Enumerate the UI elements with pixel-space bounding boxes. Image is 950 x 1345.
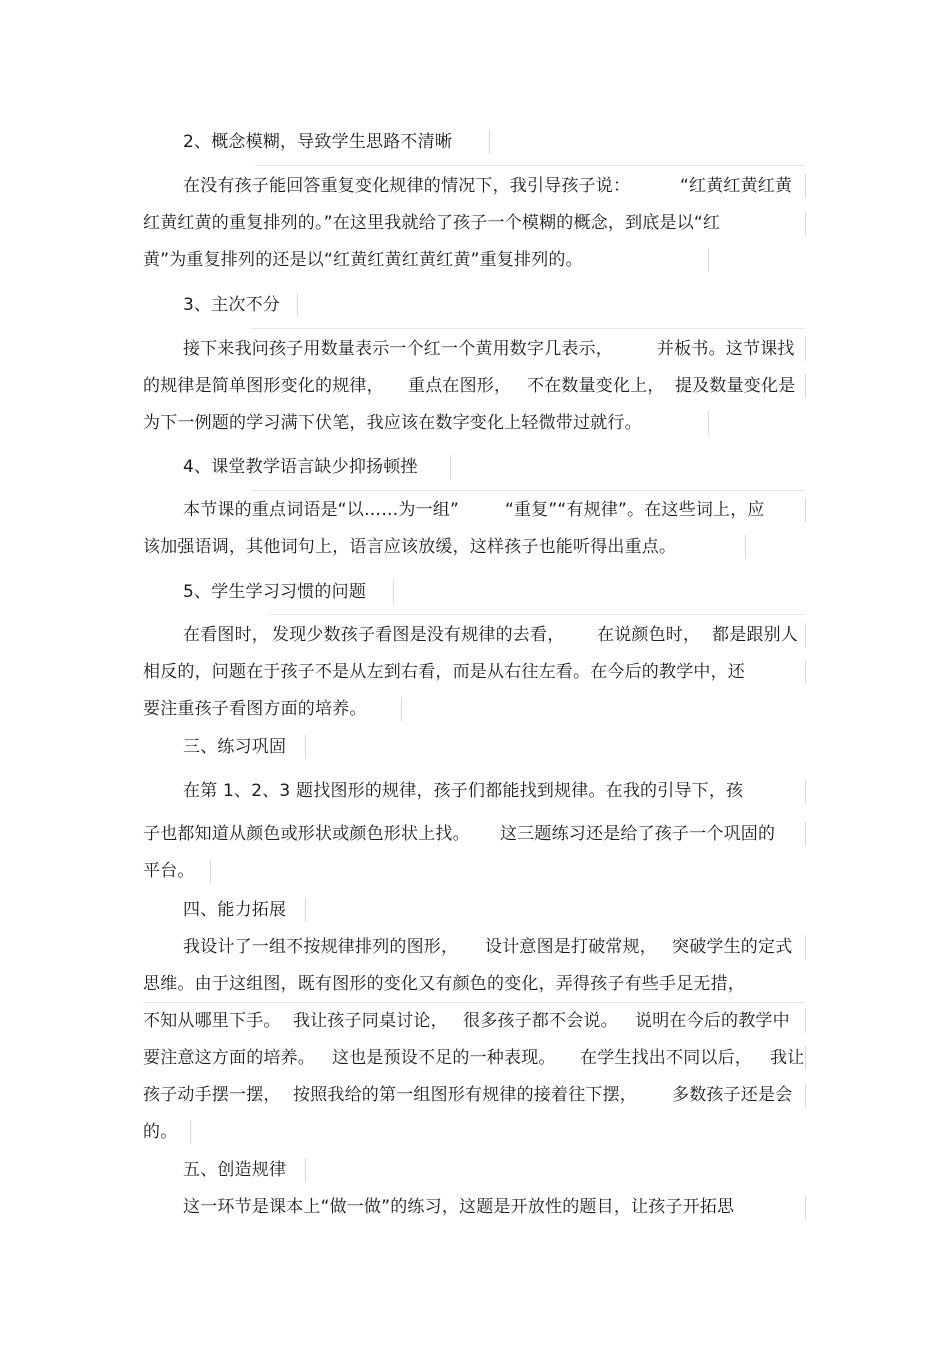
paragraph-line: 黄”为重复排列的还是以“红黄红黄红黄红黄”重复排列的。 — [143, 250, 583, 270]
paragraph-line: 按照我给的第一组图形有规律的接着往下摆， — [293, 1085, 637, 1105]
paragraph-line: 多数孩子还是会 — [672, 1085, 793, 1105]
paragraph-line: 平台。 — [143, 861, 195, 881]
separator — [745, 535, 746, 559]
paragraph-line: 孩子动手摆一摆， — [143, 1085, 281, 1105]
paragraph-line: 在没有孩子能回答重复变化规律的情况下，我引导孩子说： — [183, 176, 631, 196]
paragraph-line: 我让 — [770, 1048, 805, 1068]
separator — [450, 455, 451, 479]
separator — [401, 697, 402, 721]
separator — [250, 490, 805, 491]
paragraph-line: 在第 1、2、3 题找图形的规律，孩子们都能找到规律。在我的引导下，孩 — [183, 781, 744, 801]
paragraph-line: 红黄红黄的重复排列的。”在这里我就给了孩子一个模糊的概念，到底是以“红 — [143, 213, 721, 233]
separator — [190, 1120, 191, 1144]
separator — [805, 779, 806, 803]
paragraph-line: 该加强语调，其他词句上，语言应该放缓，这样孩子也能听得出重点。 — [143, 537, 677, 557]
separator — [805, 822, 806, 846]
paragraph-line: 要注意这方面的培养。 — [143, 1048, 315, 1068]
separator — [805, 1046, 806, 1070]
separator — [805, 1009, 806, 1033]
paragraph-line: 在说颜色时， — [597, 625, 701, 645]
heading-extension: 四、能力拓展 — [183, 900, 287, 920]
paragraph-line: 的规律是简单图形变化的规律， — [143, 376, 384, 396]
separator — [270, 614, 805, 615]
heading-2: 2、概念模糊，导致学生思路不清晰 — [183, 132, 453, 152]
paragraph-line: 很多孩子都不会说。 — [463, 1011, 618, 1031]
separator — [805, 211, 806, 235]
paragraph-line: “红黄红黄红黄 — [680, 176, 793, 196]
separator — [143, 1002, 805, 1003]
separator — [305, 1158, 306, 1182]
separator — [805, 337, 806, 361]
separator — [305, 735, 306, 759]
separator — [297, 293, 298, 317]
paragraph-line: 说明在今后的教学中 — [635, 1011, 790, 1031]
separator — [210, 859, 211, 883]
paragraph-line: 子也都知道从颜色或形状或颜色形状上找。 — [143, 824, 470, 844]
paragraph-line: 都是跟别人 — [712, 625, 798, 645]
separator — [708, 248, 709, 272]
heading-create: 五、创造规律 — [183, 1160, 287, 1180]
paragraph-line: “重复”“有规律”。在这些词上，应 — [505, 500, 765, 520]
paragraph-line: 并板书。这节课找 — [657, 339, 795, 359]
paragraph-line: 这一环节是课本上“做一做”的练习，这题是开放性的题目，让孩子开拓思 — [183, 1197, 735, 1217]
paragraph-line: 这三题练习还是给了孩子一个巩固的 — [500, 824, 776, 844]
separator — [805, 935, 806, 959]
separator — [805, 623, 806, 647]
separator — [255, 165, 805, 166]
paragraph-line: 为下一例题的学习满下伏笔，我应该在数字变化上轻微带过就行。 — [143, 413, 642, 433]
separator — [489, 130, 490, 154]
paragraph-line: 提及数量变化是 — [675, 376, 796, 396]
paragraph-line: 本节课的重点词语是“以……为一组” — [183, 500, 460, 520]
paragraph-line: 思维。由于这组图，既有图形的变化又有颜色的变化，弄得孩子有些手足无措， — [143, 974, 745, 994]
paragraph-line: 设计意图是打破常规， — [485, 937, 657, 957]
paragraph-line: 在学生找出不同以后， — [580, 1048, 752, 1068]
separator — [805, 174, 806, 198]
paragraph-line: 要注重孩子看图方面的培养。 — [143, 699, 367, 719]
heading-5: 5、学生学习习惯的问题 — [183, 582, 367, 602]
paragraph-line: 不在数量变化上， — [527, 376, 665, 396]
heading-practice: 三、练习巩固 — [183, 737, 287, 757]
paragraph-line: 接下来我问孩子用数量表示一个红一个黄用数字几表示， — [183, 339, 613, 359]
paragraph-line: 的。 — [143, 1122, 178, 1142]
paragraph-line: 这也是预设不足的一种表现。 — [332, 1048, 556, 1068]
separator — [805, 498, 806, 522]
paragraph-line: 我设计了一组不按规律排列的图形， — [183, 937, 459, 957]
separator — [805, 660, 806, 684]
separator — [305, 898, 306, 922]
paragraph-line: 发现少数孩子看图是没有规律的去看， — [272, 625, 565, 645]
paragraph-line: 我让孩子同桌讨论， — [293, 1011, 448, 1031]
paragraph-line: 在看图时， — [183, 625, 269, 645]
separator — [805, 1083, 806, 1107]
paragraph-line: 相反的，问题在于孩子不是从左到右看，而是从右往左看。在今后的教学中，还 — [143, 662, 745, 682]
heading-3: 3、主次不分 — [183, 295, 281, 315]
heading-4: 4、课堂教学语言缺少抑扬顿挫 — [183, 457, 418, 477]
separator — [805, 374, 806, 398]
separator — [708, 411, 709, 435]
paragraph-line: 不知从哪里下手。 — [143, 1011, 281, 1031]
separator — [393, 580, 394, 604]
paragraph-line: 突破学生的定式 — [672, 937, 793, 957]
paragraph-line: 重点在图形， — [408, 376, 512, 396]
separator — [250, 328, 805, 329]
separator — [805, 1195, 806, 1219]
